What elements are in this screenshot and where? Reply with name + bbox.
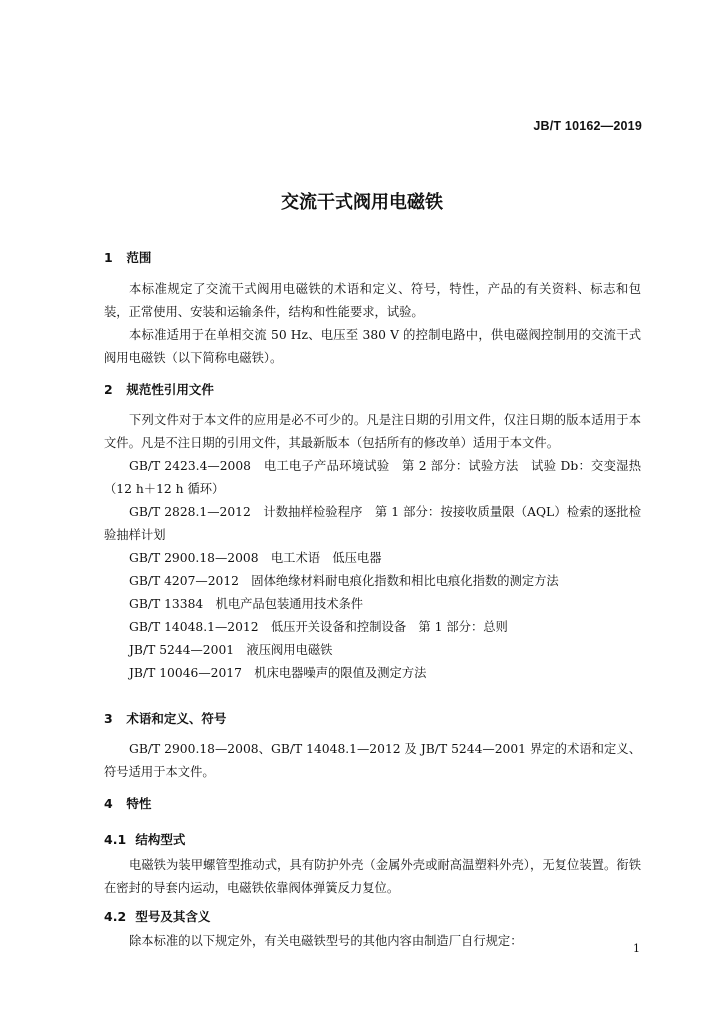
section-4-1-heading xyxy=(104,830,185,848)
subsection-title: 结构型式 xyxy=(135,832,186,847)
section-title: 规范性引用文件 xyxy=(126,382,214,397)
subsection-number: 4.2 xyxy=(104,909,127,924)
section-3-paragraph: GB/T 2900.18—2008、GB/T 14048.1—2012 及 JB/T 5244—2001 界定的术语和定义、符号适用于本文件。 xyxy=(104,742,641,779)
reference-item: JB/T 5244—2001 液压阀用电磁铁 xyxy=(129,643,333,657)
document-title: 交流干式阀用电磁铁 xyxy=(281,192,443,213)
standard-number: JB/T 10162—2019 xyxy=(533,119,642,133)
section-1-paragraph-1: 本标准规定了交流干式阀用电磁铁的术语和定义、符号，特性，产品的有关资料、标志和包装，正常使用、安装和运输条件，结构和性能要求，试验。 xyxy=(104,282,641,319)
section-4-2-heading xyxy=(104,907,210,925)
reference-item: GB/T 13384 机电产品包装通用技术条件 xyxy=(129,597,364,611)
reference-item: GB/T 2900.18—2008 电工术语 低压电器 xyxy=(129,551,382,565)
section-title: 术语和定义、符号 xyxy=(126,711,227,726)
section-number: 1 xyxy=(104,250,113,265)
page-number: 1 xyxy=(633,942,640,955)
section-title: 范围 xyxy=(126,250,152,265)
section-number: 4 xyxy=(104,796,113,811)
section-1-paragraph-2: 本标准适用于在单相交流 50 Hz、电压至 380 V 的控制电路中，供电磁阀控制用的交流干式阀用电磁铁（以下简称电磁铁）。 xyxy=(104,328,641,365)
section-number: 2 xyxy=(104,382,113,397)
reference-item: GB/T 14048.1—2012 低压开关设备和控制设备 第 1 部分：总则 xyxy=(129,620,508,634)
reference-item: GB/T 4207—2012 固体绝缘材料耐电痕化指数和相比电痕化指数的测定方法 xyxy=(129,574,559,588)
section-2-heading xyxy=(104,380,214,398)
subsection-number: 4.1 xyxy=(104,832,127,847)
reference-item: GB/T 2423.4—2008 电工电子产品环境试验 第 2 部分：试验方法 试验 Db：交变湿热（12 h＋12 h 循环） xyxy=(104,459,641,496)
section-4-heading xyxy=(104,794,151,812)
section-2-intro: 下列文件对于本文件的应用是必不可少的。凡是注日期的引用文件，仅注日期的版本适用于本文件。凡是不注日期的引用文件，其最新版本（包括所有的修改单）适用于本文件。 xyxy=(104,413,641,450)
reference-item: GB/T 2828.1—2012 计数抽样检验程序 第 1 部分：按接收质量限（AQL）检索的逐批检验抽样计划 xyxy=(104,505,641,542)
section-title: 特性 xyxy=(126,796,152,811)
section-3-heading xyxy=(104,709,226,727)
reference-item: JB/T 10046—2017 机床电器噪声的限值及测定方法 xyxy=(129,666,427,680)
section-4-2-paragraph: 除本标准的以下规定外，有关电磁铁型号的其他内容由制造厂自行规定： xyxy=(129,934,523,948)
section-number: 3 xyxy=(104,711,113,726)
section-4-1-paragraph: 电磁铁为装甲螺管型推动式，具有防护外壳（金属外壳或耐高温塑料外壳），无复位装置。衔铁在密封的导套内运动，电磁铁依靠阀体弹簧反力复位。 xyxy=(104,858,641,895)
section-1-heading xyxy=(104,248,151,266)
subsection-title: 型号及其含义 xyxy=(135,909,211,924)
